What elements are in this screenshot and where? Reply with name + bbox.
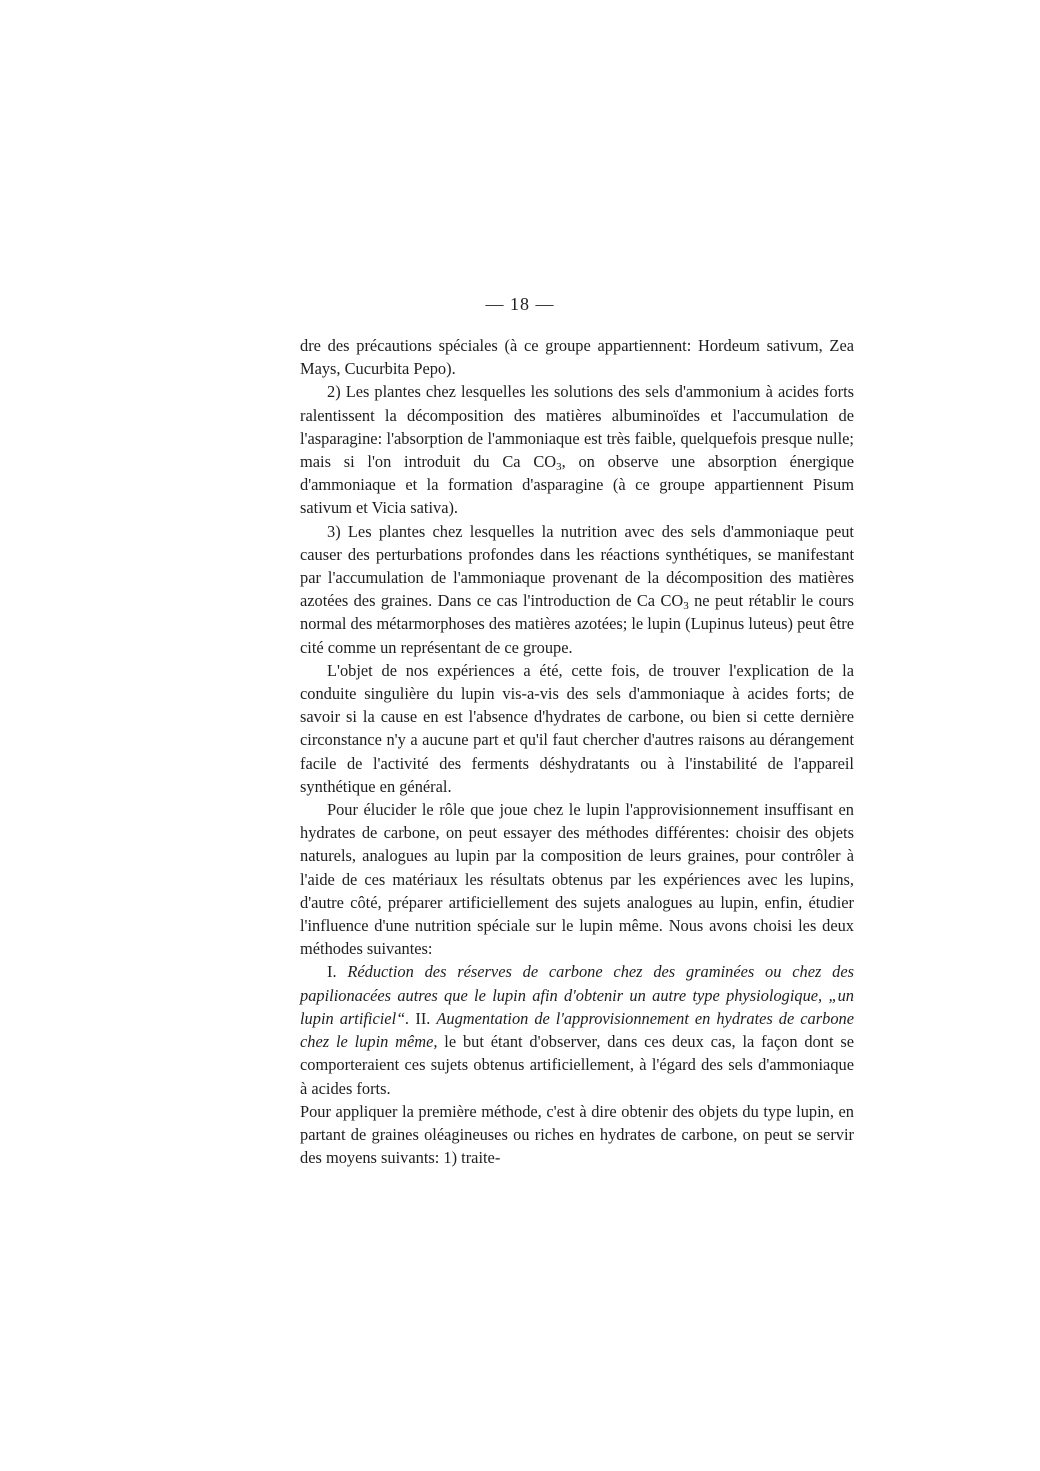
paragraph-application: Pour appliquer la première méthode, c'est à dire obtenir des objets du type lupin, en partant de graines oléagineuses ou riches en hydrates de carbone, on peut se servir des moyens suivants: 1) traite- (300, 1101, 854, 1168)
method-two-italic: Augmentation de l'approvisionnement en hydrates de carbone chez le lupin même, (300, 1008, 854, 1052)
paragraph-group-3 (300, 520, 854, 659)
paragraph-text: 2) Les plantes chez lesquelles les solutions des sels d'ammonium à acides forts ralentissent la décomposition des matières albuminoïdes et l'accumulation de l'asparagine: l'absorption de l'ammoniaque est très faible, quelquefois presque nulle; mais si l'on introduit du Ca CO (300, 382, 854, 472)
method-one-italic: Réduction des réserves de carbone chez des graminées ou chez des papilionacées autres que le lupin afin d'obtenir un autre type physiologique, „un lupin artificiel“. (300, 962, 854, 1028)
paragraph-method-list (300, 960, 854, 1099)
paragraph-text: , on observe une absorption énergique d'ammoniaque et la formation d'asparagine (à ce groupe appartiennent Pisum sativum et Vicia sativa). (300, 452, 854, 518)
paragraph-objective: L'objet de nos expériences a été, cette fois, de trouver l'explication de la conduite singulière du lupin vis-a-vis des sels d'ammoniaque à acides forts; de savoir si la cause en est l'absence d'hydrates de carbone, ou bien si cette dernière circonstance n'y a aucune part et qu'il faut chercher d'autres raisons au dérangement facile de l'activité des ferments déshydratants ou à l'instabilité de l'appareil synthétique en général. (300, 660, 854, 796)
paragraph-text: 3) Les plantes chez lesquelles la nutrition avec des sels d'ammoniaque peut causer des perturbations profondes dans les réactions synthétiques, se manifestant par l'accumulation de l'ammoniaque provenant de la décomposition des matières azotées des graines. Dans ce cas l'introduction de Ca CO (300, 521, 854, 611)
paragraph-methods: Pour élucider le rôle que joue chez le lupin l'approvisionnement insuffisant en hydrates de carbone, on peut essayer des méthodes différentes: choisir des objets naturels, analogues au lupin par la composition de leurs graines, pour contrôler à l'aide de ces matériaux les résultats obtenus par les expériences avec les lupins, d'autre côté, préparer artificiellement des sujets analogues au lupin, enfin, étudier l'influence d'une nutrition spéciale sur le lupin même. Nous avons choisi les deux méthodes suivantes: (300, 800, 854, 959)
body-text (300, 334, 854, 1169)
page-number: — 18 — (485, 294, 555, 314)
paragraph-group-2 (300, 380, 854, 519)
paragraph-continuation: dre des précautions spéciales (à ce groupe appartiennent: Hordeum sativum, Zea Mays, Cucurbita Pepo). (300, 336, 854, 379)
subscript: 3 (683, 600, 689, 613)
list-numeral: I. (327, 962, 348, 982)
list-numeral: II. (409, 1008, 437, 1028)
subscript: 3 (556, 461, 562, 474)
paragraph-text: ne peut rétablir le cours normal des métarmorphoses des matières azotées; le lupin (Lupinus luteus) peut être cité comme un représentant de ce groupe. (300, 591, 854, 657)
paragraph-text: le but étant d'observer, dans ces deux cas, la façon dont se comporteraient ces sujets obtenus artificiellement, à l'égard des sels d'ammoniaque à acides forts. (300, 1032, 854, 1098)
